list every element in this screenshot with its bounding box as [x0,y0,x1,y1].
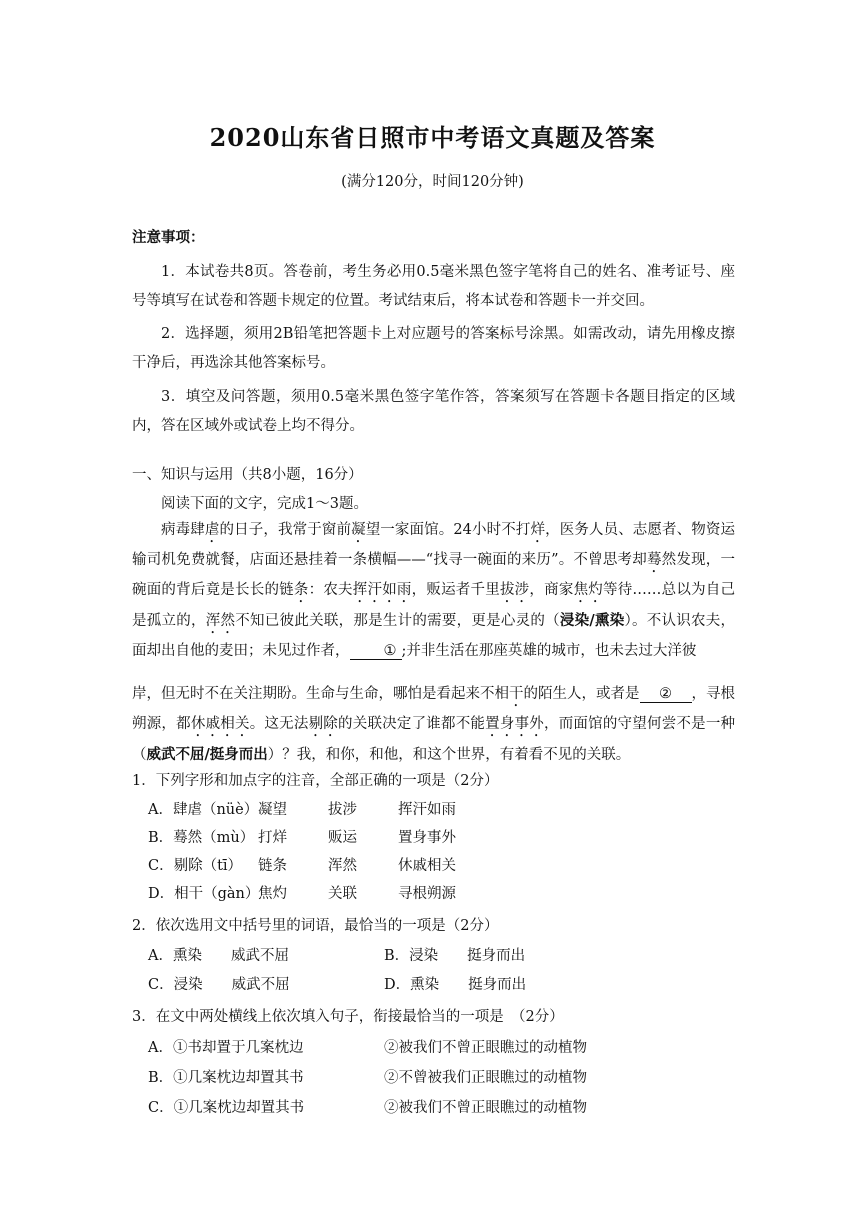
blank-2: ② [640,686,692,703]
reading-instruction: 阅读下面的文字，完成1～3题。 [161,496,368,512]
question-3-option-a: A．①书却置于几案枕边 ②被我们不曾正眼瞧过的动植物 [148,1040,587,1056]
question-3-stem: 3．在文中两处横线上依次填入句子，衔接最恰当的一项是 （2分） [132,1009,564,1025]
notice-item-1: 1．本试卷共8页。答卷前，考生务必用0.5毫米黑色签字笔将自己的姓名、准考证号、座号等填写在试卷和答题卡规定的位置。考试结束后，将本试卷和答题卡一并交回。 [132,264,735,309]
notice-item-3: 3．填空及问答题，须用0.5毫米黑色签字笔作答，答案须写在答题卡各题目指定的区域内，答在区域外或试卷上均不得分。 [132,389,735,434]
question-3-option-b: B．①几案枕边却置其书 ②不曾被我们正眼瞧过的动植物 [148,1070,587,1086]
question-2-options-row-1: A．熏染 威武不屈 B．浸染 挺身而出 [148,948,526,964]
passage-paragraph-1: 病毒肆虐的日子，我常于窗前凝望一家面馆。24小时不打烊，医务人员、志愿者、物资运输司机免费就餐，店面还悬挂着一条横幅——“找寻一碗面的来历”。不曾思考却蓦然发现，一碗面的背后竟是长长的链条：农夫挥汗如雨，贩运者千里拔涉，商家焦灼等待……总以为自己是孤立的，浑然不知已彼此关联，那是生计的需要，更是心灵的（浸染/熏染）。不认识农夫，面却出自他的麦田；未见过作者， ① ;并非生活在那座英雄的城市，也未去过大洋彼 [132,522,736,659]
passage-paragraph-2: 岸，但无时不在关注期盼。生命与生命，哪怕是看起来不相干的陌生人，或者是 ② ，寻根朔源，都休戚相关。这无法剔除的关联决定了谁都不能置身事外，而面馆的守望何尝不是一种（威武不屈/挺身而出）？我，和你，和他，和这个世界，有着看不见的关联。 [132,686,736,763]
question-3-option-c: C．①几案枕边却置其书 ②被我们不曾正眼瞧过的动植物 [148,1100,587,1116]
question-1-option-b: B．蓦然（mù） 打烊 贩运 置身事外 [148,830,456,846]
document-subtitle: (满分120分，时间120分钟) [341,174,524,190]
blank-1: ① [350,643,402,660]
question-1-stem: 1．下列字形和加点字的注音，全部正确的一项是（2分） [132,773,499,789]
question-2-options-row-2: C．浸染 威武不屈 D．熏染 挺身而出 [148,977,527,993]
section-heading: 一、知识与运用（共8小题，16分） [132,467,363,483]
question-1-option-c: C．剔除（tī） 链条 浑然 休戚相关 [148,858,456,874]
notice-heading: 注意事项： [132,229,205,246]
notice-item-2: 2．选择题，须用2B铅笔把答题卡上对应题号的答案标号涂黑。如需改动，请先用橡皮擦干净后，再选涂其他答案标号。 [132,326,735,371]
document-title: 2020山东省日照市中考语文真题及答案 [209,123,656,152]
question-1-option-d: D．相干（gàn）焦灼 关联 寻根朔源 [148,886,456,902]
question-1-option-a: A．肆虐（nüè）凝望 拔涉 挥汗如雨 [148,802,456,818]
question-2-stem: 2．依次选用文中括号里的词语，最恰当的一项是（2分） [132,918,499,934]
